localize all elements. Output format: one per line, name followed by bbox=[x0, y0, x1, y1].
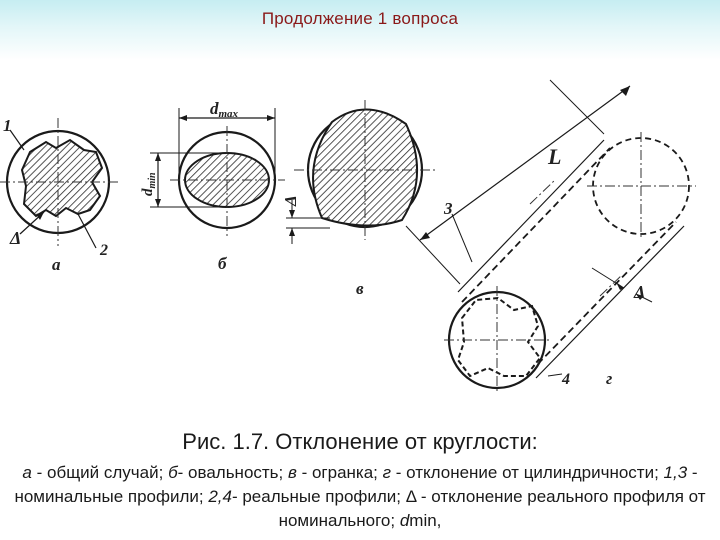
caption-part: Δ bbox=[405, 487, 417, 506]
label-3: 3 bbox=[444, 199, 453, 218]
figure-panel bbox=[0, 66, 720, 424]
caption-part: г bbox=[382, 463, 392, 482]
caption-part: min, bbox=[409, 511, 442, 530]
label-L: L bbox=[548, 144, 562, 169]
label-g: г bbox=[606, 369, 613, 388]
label-1: 1 bbox=[3, 116, 12, 135]
caption-part: - общий случай; bbox=[31, 463, 169, 482]
caption-part: d bbox=[399, 511, 410, 530]
figure-caption-title: Рис. 1.7. Отклонение от круглости: bbox=[182, 429, 538, 454]
label-b: б bbox=[218, 254, 227, 273]
label-4: 4 bbox=[562, 371, 570, 388]
caption-part: а bbox=[22, 463, 32, 482]
label-dmax bbox=[210, 99, 239, 120]
label-a: а bbox=[52, 255, 61, 274]
label-dmax-sub: max bbox=[218, 108, 239, 120]
label-2: 2 bbox=[100, 242, 108, 259]
label-delta-a: Δ bbox=[10, 228, 22, 248]
label-dmin-sub: min bbox=[147, 172, 158, 189]
label-v: в bbox=[356, 279, 364, 298]
caption-part: - огранка; bbox=[296, 463, 383, 482]
panel-b-drawing bbox=[150, 108, 285, 236]
caption-part: - номинальные профили; bbox=[14, 463, 698, 506]
caption-part: 2,4 bbox=[208, 487, 232, 506]
label-dmin-d: d bbox=[140, 188, 156, 196]
panel-g-drawing bbox=[406, 80, 696, 394]
slide-title: Продолжение 1 вопроса bbox=[261, 9, 459, 28]
label-delta-g: Δ bbox=[634, 282, 646, 302]
caption-part: - отклонение реального профиля от номинального; bbox=[278, 487, 706, 530]
caption-part: в bbox=[287, 463, 297, 482]
caption-part: 1,3 bbox=[663, 463, 688, 482]
caption-part: - овальность; bbox=[177, 463, 288, 482]
figure-caption-description bbox=[4, 461, 716, 533]
caption-part: - реальные профили; bbox=[231, 487, 406, 506]
label-delta-v: Δ bbox=[281, 195, 300, 206]
panel-v-drawing bbox=[286, 100, 436, 244]
caption-part: - отклонение от цилиндричности; bbox=[391, 463, 664, 482]
label-dmax-d: d bbox=[210, 99, 219, 118]
caption-part: б bbox=[168, 463, 178, 482]
roundness-figure bbox=[0, 66, 720, 424]
label-dmin bbox=[140, 172, 158, 196]
